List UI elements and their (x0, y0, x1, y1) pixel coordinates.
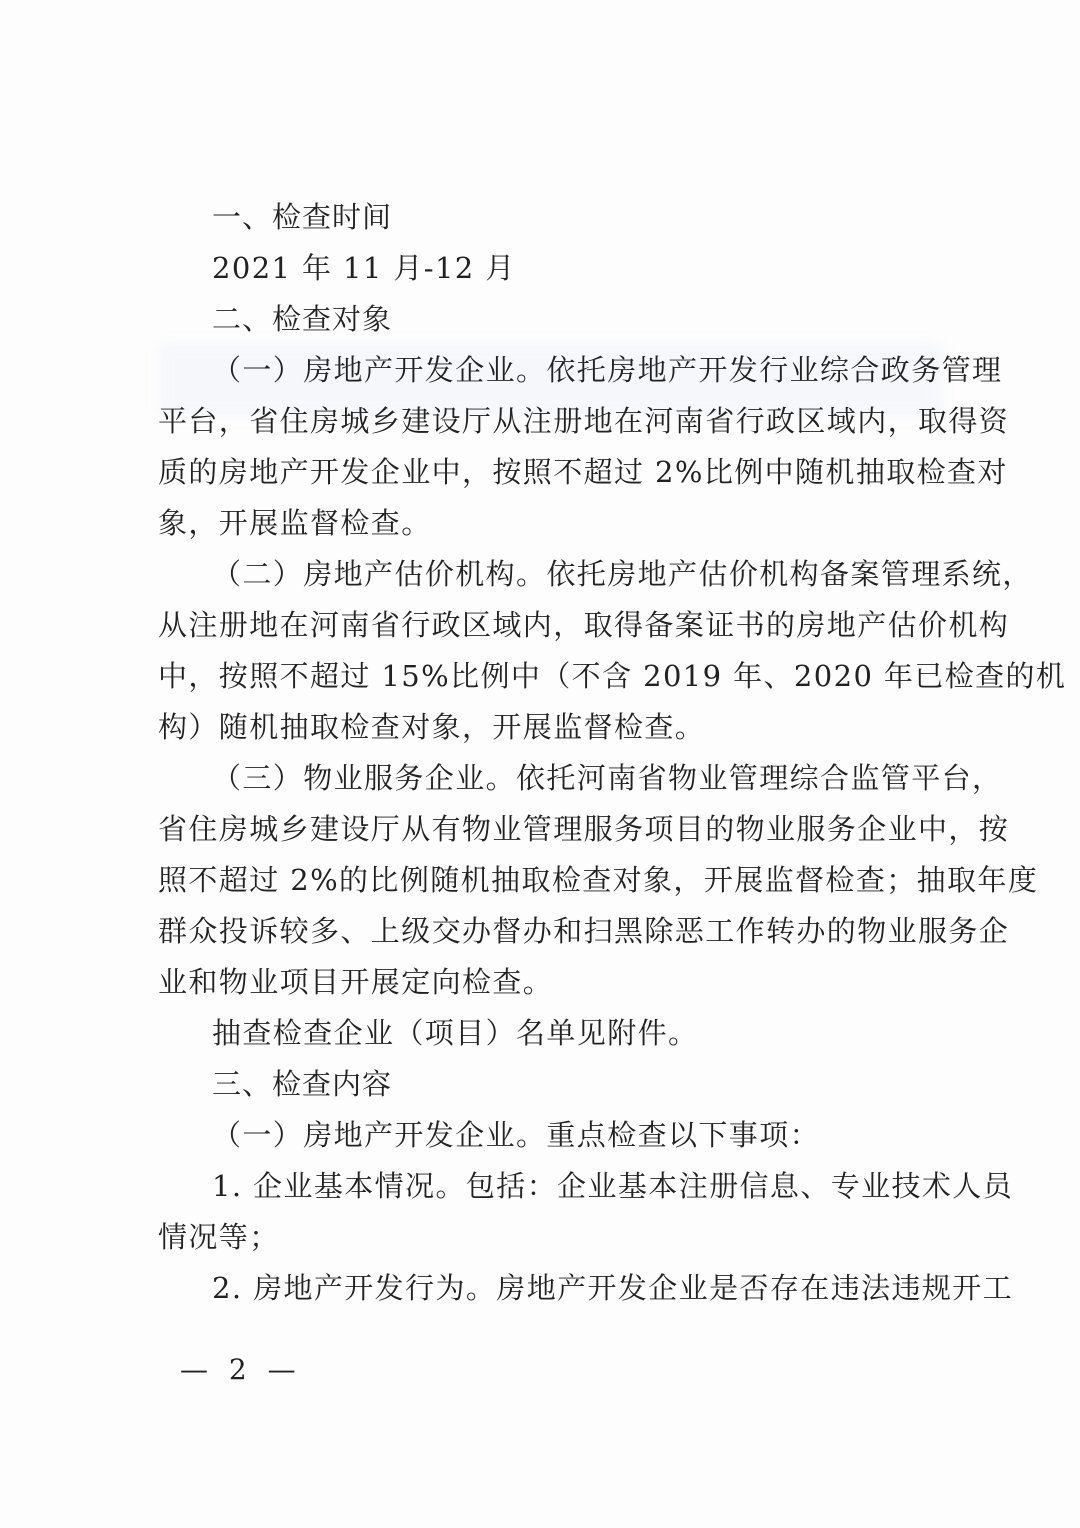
paragraph-line: 省住房城乡建设厅从有物业管理服务项目的物业服务企业中，按 (158, 812, 1010, 846)
paragraph-line: （三）物业服务企业。依托河南省物业管理综合监管平台， (212, 761, 1003, 795)
paragraph-line: （二）房地产估价机构。依托房地产估价机构备案管理系统， (212, 557, 1033, 591)
paragraph-line: 从注册地在河南省行政区域内，取得备案证书的房地产估价机构 (158, 608, 1010, 642)
section-heading-inspection-content: 三、检查内容 (212, 1067, 393, 1101)
paragraph-line: 2. 房地产开发行为。房地产开发企业是否存在违法违规开工 (212, 1271, 1014, 1305)
paragraph-line: 照不超过 2%的比例随机抽取检查对象，开展监督检查；抽取年度 (158, 863, 1039, 897)
paragraph-line: 平台，省住房城乡建设厅从注册地在河南省行政区域内，取得资 (158, 404, 1010, 438)
page-number: — 2 — (180, 1353, 302, 1386)
paragraph-line: 1. 企业基本情况。包括：企业基本注册信息、专业技术人员 (212, 1169, 1014, 1203)
paragraph-line: 抽查检查企业（项目）名单见附件。 (212, 1016, 699, 1050)
paragraph-line: 业和物业项目开展定向检查。 (158, 965, 554, 999)
inspection-time-value: 2021 年 11 月-12 月 (212, 251, 516, 285)
paragraph-line: 构）随机抽取检查对象，开展监督检查。 (158, 710, 706, 744)
paragraph-line: （一）房地产开发企业。重点检查以下事项： (212, 1118, 821, 1152)
paragraph-line: 情况等； (158, 1220, 280, 1254)
paragraph-line: 群众投诉较多、上级交办督办和扫黑除恶工作转办的物业服务企 (158, 914, 1010, 948)
paragraph-line: 中，按照不超过 15%比例中（不含 2019 年、2020 年已检查的机 (158, 659, 1067, 693)
paragraph-line: 质的房地产开发企业中，按照不超过 2%比例中随机抽取检查对 (158, 455, 1008, 489)
section-heading-inspection-targets: 二、检查对象 (212, 302, 393, 336)
paragraph-line: 象，开展监督检查。 (158, 506, 432, 540)
paragraph-line: （一）房地产开发企业。依托房地产开发行业综合政务管理 (212, 353, 1003, 387)
section-heading-inspection-time: 一、检查时间 (212, 200, 393, 234)
